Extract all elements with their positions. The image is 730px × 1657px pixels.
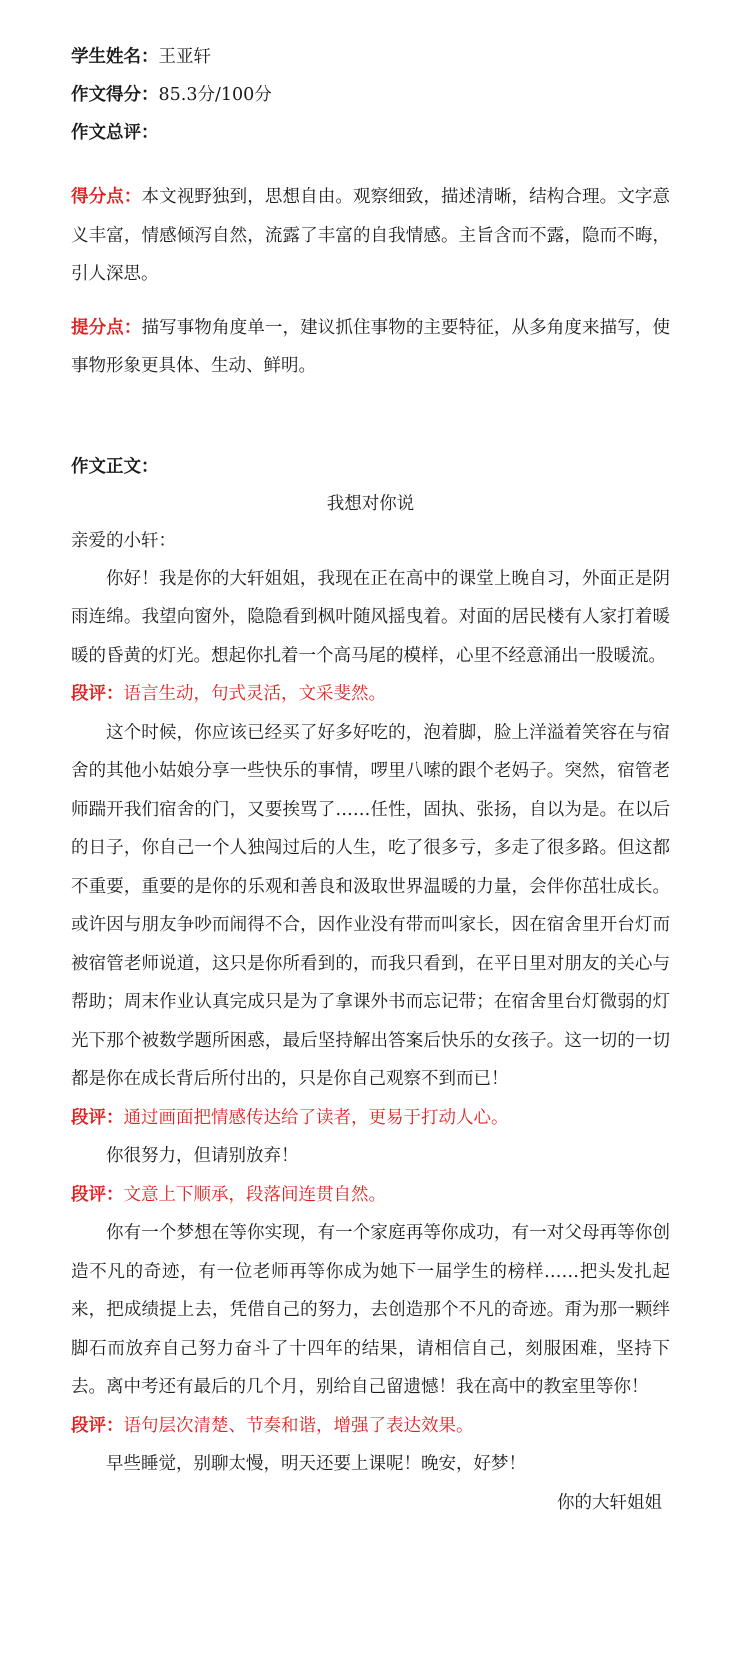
deduct-points-text: 描写事物角度单一，建议抓住事物的主要特征，从多角度来描写，使事物形象更具体、生动、鲜明。 [71, 317, 671, 376]
paragraph-comment [71, 1176, 670, 1215]
deduct-points-label: 提分点： [71, 317, 142, 338]
paragraph-comment-text: 语言生动，句式灵活，文采斐然。 [123, 684, 386, 704]
paragraph-comment [71, 1407, 670, 1446]
paragraph-comment-text: 文意上下顺承，段落间连贯自然。 [123, 1184, 386, 1205]
essay-paragraph: 这个时候，你应该已经买了好多好吃的，泡着脚，脸上洋溢着笑容在与宿舍的其他小姑娘分享一些快乐的事情，啰里八嗦的跟个老妈子。突然，宿管老师踹开我们宿舍的门，又要挨骂了……任性，固执、张扬，自以为是。在以后的日子，你自己一个人独闯过后的人生，吃了很多亏，多走了很多路。但这都不重要，重要的是你的乐观和善良和汲取世界温暖的力量，会伴你茁壮成长。或许因与朋友争吵而闹得不合，因作业没有带而叫家长，因在宿舍里开台灯而被宿管老师说道，这只是你所看到的，而我只看到，在平日里对朋友的关心与帮助；周末作业认真完成只是为了拿课外书而忘记带；在宿舍里台灯微弱的灯光下那个被数学题所困惑，最后坚持解出答案后快乐的女孩子。这一切的一切都是你在成长背后所付出的，只是你自己观察不到而已！ [71, 722, 670, 1089]
score-points-block [71, 178, 670, 294]
student-name-value: 王亚轩 [158, 47, 211, 67]
essay-paragraph: 早些睡觉，别聊太慢，明天还要上课呢！晚安，好梦！ [106, 1454, 526, 1474]
essay-title: 我想对你说 [326, 493, 415, 514]
paragraph-comment [71, 675, 670, 714]
essay-paragraph: 你好！我是你的大轩姐姐，我现在正在高中的课堂上晚自习，外面正是阴雨连绵。我望向窗外，隐隐看到枫叶随风摇曳着。对面的居民楼有人家打着暖暖的昏黄的灯光。想起你扎着一个高马尾的模样，心里不经意涌出一股暖流。 [71, 568, 670, 666]
essay-body-label: 作文正文： [71, 456, 159, 477]
paragraph-comment-text: 通过画面把情感传达给了读者，更易于打动人心。 [123, 1107, 509, 1128]
essay-paragraph: 你很努力，但请别放弃！ [106, 1146, 299, 1166]
paragraph-comment-label: 段评： [71, 1107, 124, 1128]
score-points-label: 得分点： [71, 187, 142, 207]
paragraph-comment-text: 语句层次清楚、节奏和谐，增强了表达效果。 [123, 1415, 474, 1436]
paragraph-comment [71, 1099, 670, 1138]
score-row [71, 76, 670, 114]
student-name-label: 学生姓名： [71, 47, 159, 67]
score-label: 作文得分： [71, 85, 159, 105]
essay-signature: 你的大轩姐姐 [557, 1492, 662, 1513]
overall-review-label: 作文总评： [71, 123, 159, 143]
essay-salutation: 亲爱的小轩： [71, 530, 176, 551]
score-points-text: 本文视野独到，思想自由。观察细致，描述清晰，结构合理。文字意义丰富，情感倾泻自然，流露了丰富的自我情感。主旨含而不露，隐而不晦，引人深思。 [71, 187, 671, 284]
deduct-points-block [71, 309, 670, 386]
score-value: 85.3分/100分 [158, 85, 272, 105]
paragraph-comment-label: 段评： [71, 1184, 124, 1205]
student-name-row [71, 38, 670, 76]
essay-paragraph: 你有一个梦想在等你实现，有一个家庭再等你成功，有一对父母再等你创造不凡的奇迹，有一位老师再等你成为她下一届学生的榜样……把头发扎起来，把成绩提上去，凭借自己的努力，去创造那个不凡的奇迹。甭为那一颗绊脚石而放弃自己努力奋斗了十四年的结果，请相信自己，刻服困难，坚持下去。离中考还有最后的几个月，别给自己留遗憾！我在高中的教室里等你！ [71, 1223, 670, 1397]
paragraph-comment-label: 段评： [71, 684, 124, 704]
paragraph-comment-label: 段评： [71, 1415, 124, 1436]
